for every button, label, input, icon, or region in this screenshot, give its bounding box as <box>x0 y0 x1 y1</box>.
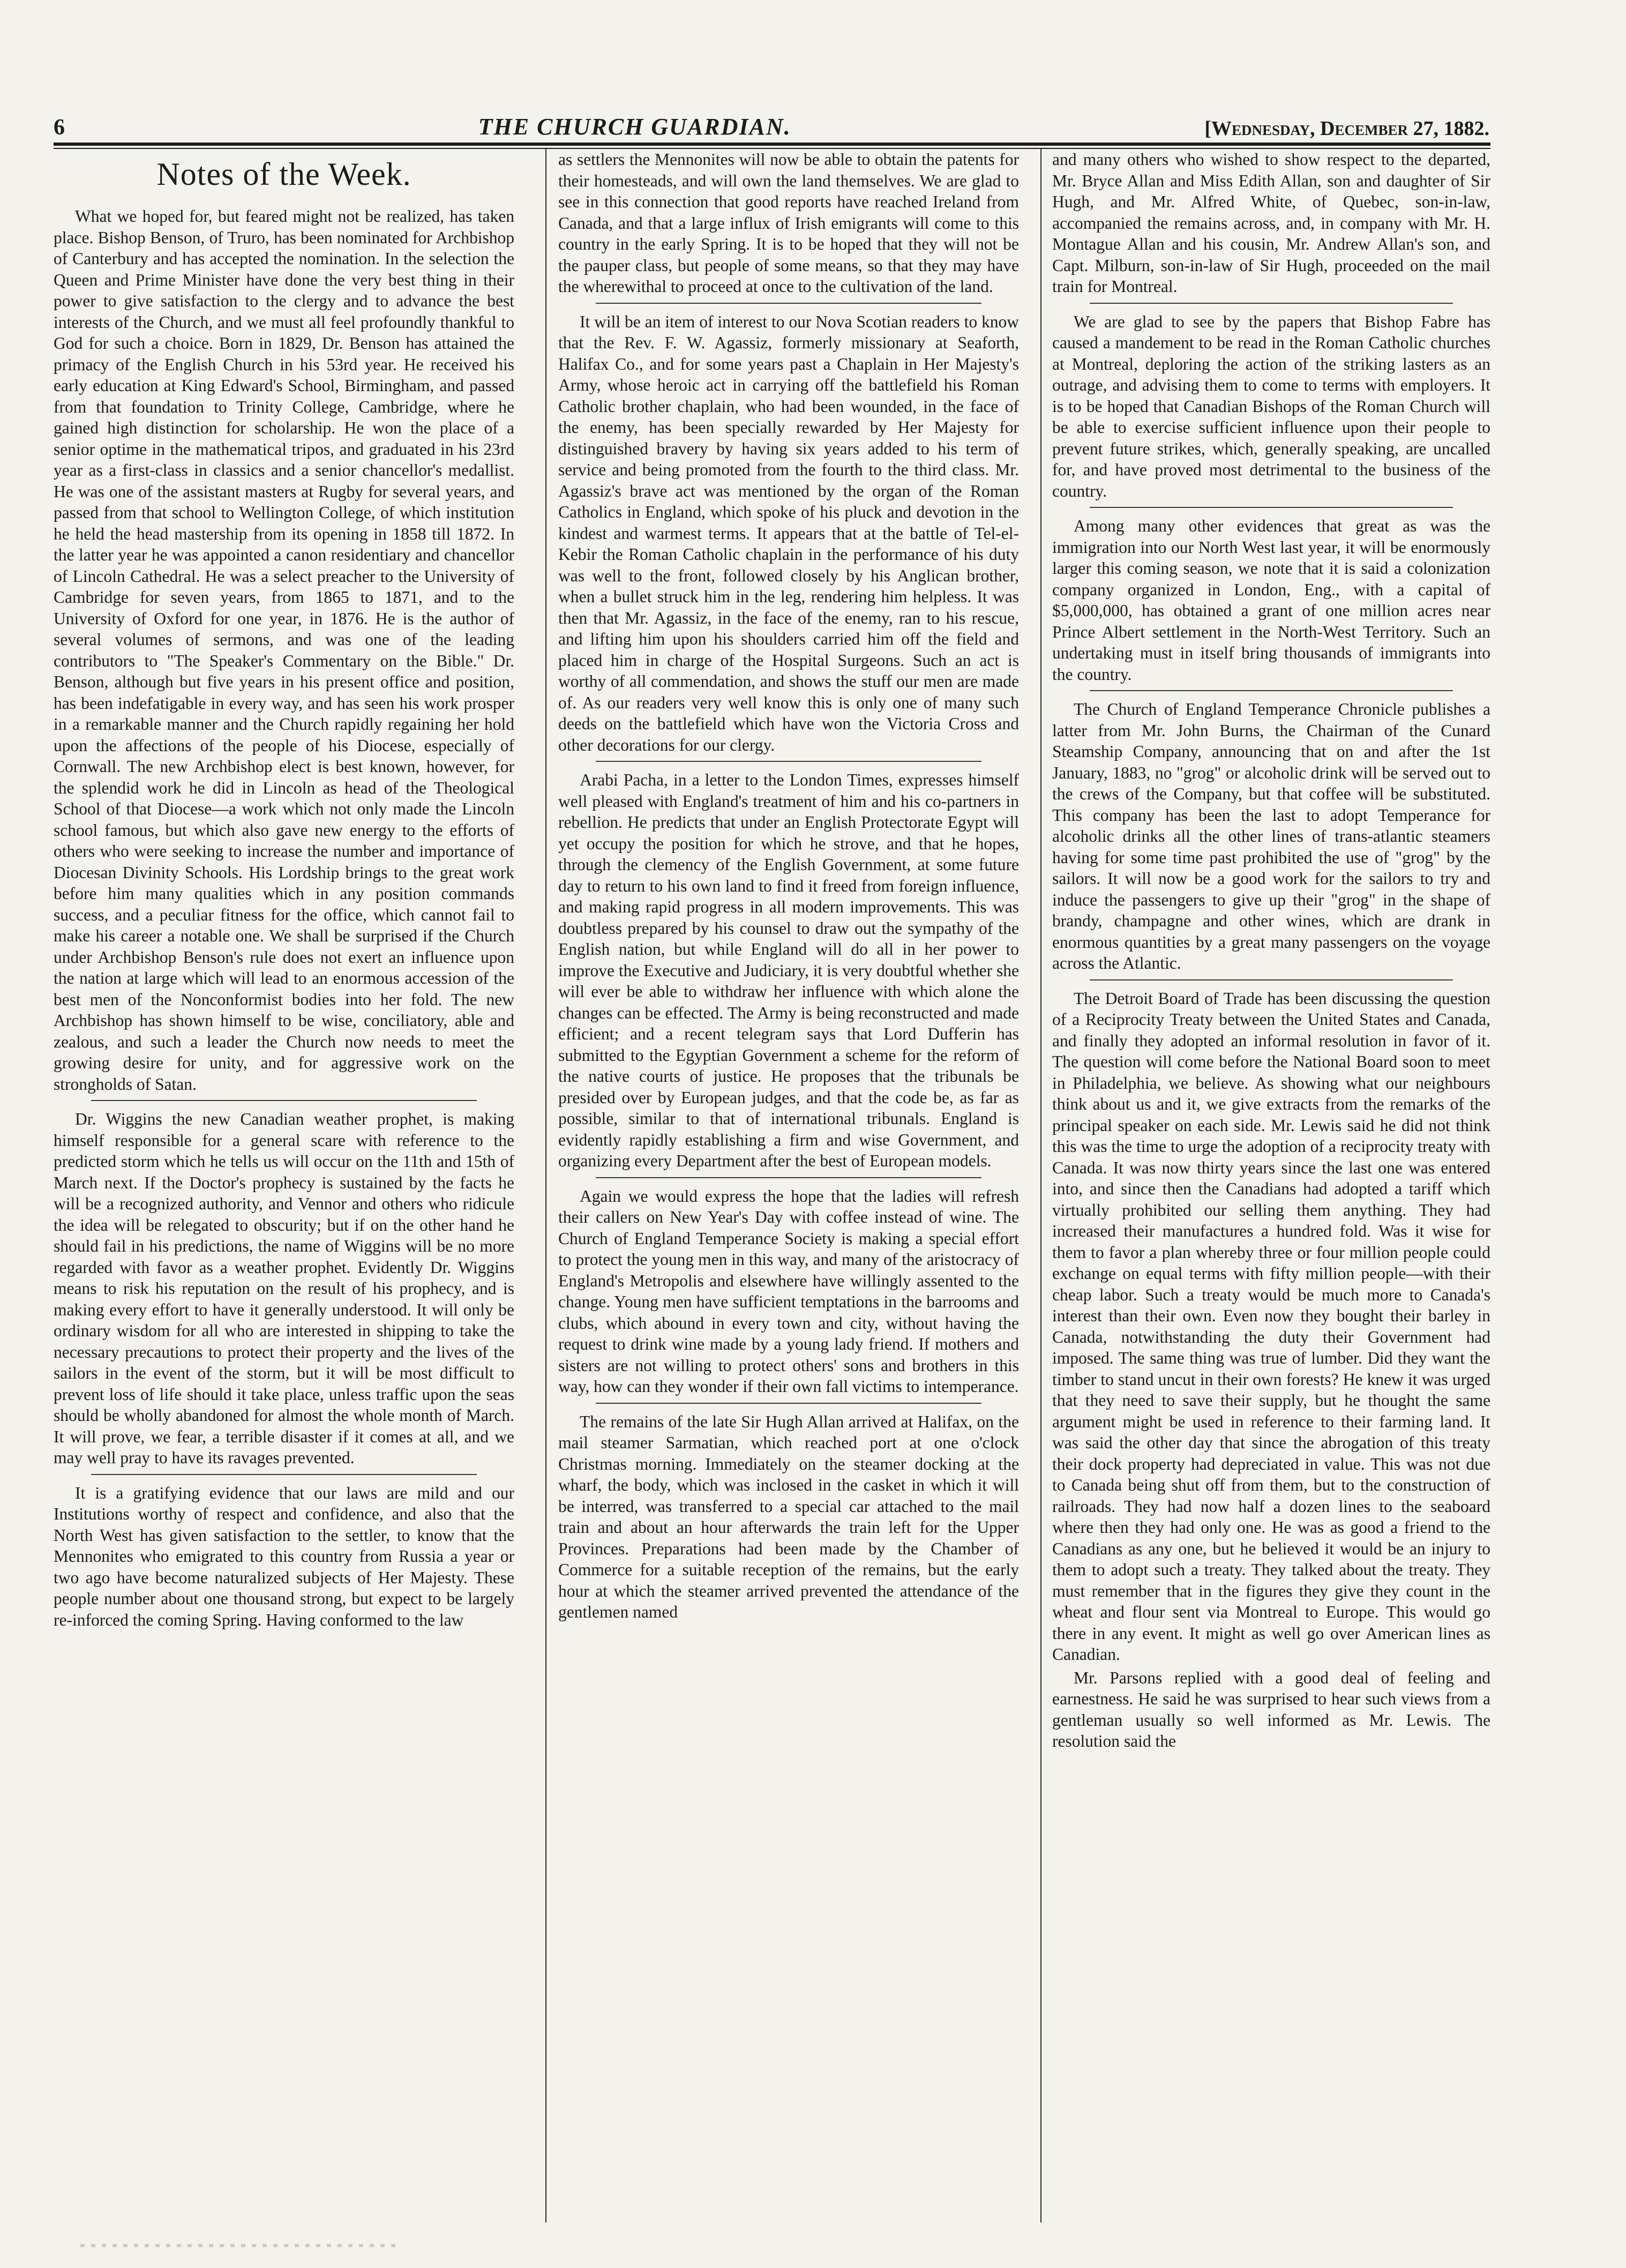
article-paragraph: Again we would express the hope that the ladies will refresh their callers on New Year's Day with coffee instead of wine. The Church of England Temperance Society is making a special effort to protect the young men in this way, and many of the aristocracy of England's Metropolis and elsewhere have willingly assented to the change. Young men have sufficient temptations in the barrooms and clubs, which abound in every town and city, without having the request to drink wine made by a young lady friend. If mothers and sisters are not willing to protect others' sons and brothers in this way, how can they wonder if their own fall victims to intemperance. <box>558 1186 1019 1396</box>
article-paragraph: Mr. Parsons replied with a good deal of feeling and earnestness. He said he was surprised to hear such views from a gentleman usually so well informed as Mr. Lewis. The resolution said the <box>1052 1668 1490 1750</box>
column-1 <box>54 149 514 2222</box>
section-heading: Notes of the Week. <box>156 156 411 192</box>
article-paragraph: as settlers the Mennonites will now be able to obtain the patents for their homesteads, and will own the land themselves. We are glad to see in this connection that good reports have reached Ireland from Canada, and that a large influx of Irish emigrants will come to this country in the early Spring. It is to be hoped that they will not be the pauper class, but people of some means, so that they may have the wherewithal to proceed at once to the cultivation of the land. <box>558 150 1019 296</box>
article-separator <box>1090 690 1453 691</box>
print-smudge <box>80 2244 402 2247</box>
masthead <box>54 102 1489 140</box>
article-separator <box>1090 507 1453 508</box>
article-paragraph: It is a gratifying evidence that our laws are mild and our Institutions worthy of respect and confidence, and also that the North West has given satisfaction to the settler, to know that the Mennonites who emigrated to this country from Russia a year or two ago have become naturalized subjects of Her Majesty. These people number about one thousand strong, but expect to be largely re-inforced the coming Spring. Having conformed to the law <box>54 1483 514 1629</box>
column-3 <box>1052 149 1490 2222</box>
article-separator <box>596 761 981 762</box>
article-paragraph: What we hoped for, but feared might not be realized, has taken place. Bishop Benson, of Truro, has been nominated for Archbishop of Canterbury and has accepted the nomination. In the selection the Queen and Prime Minister have done the very best thing in their power to give satisfaction to the clergy and to advance the best interests of the Church, and we must all feel profoundly thankful to God for such a choice. Born in 1829, Dr. Benson has attained the primacy of the English Church in his 53rd year. He received his early education at King Edward's School, Birmingham, and passed from that foundation to Trinity College, Cambridge, where he gained high distinction for scholarship. He won the place of a senior optime in the mathematical tripos, and graduated in his 23rd year as a first-class in classics and a senior chancellor's medallist. He was one of the assistant masters at Rugby for several years, and passed from that school to Wellington College, of which institution he held the head mastership from its opening in 1858 till 1872. In the latter year he was appointed a canon residentiary and chancellor of Lincoln Cathedral. He was a select preacher to the University of Cambridge for seven years, from 1865 to 1871, and to the University of Oxford for one year, in 1876. He is the author of several volumes of sermons, and was one of the leading contributors to "The Speaker's Commentary on the Bible." Dr. Benson, although but five years in his present office and position, has been indefatigable in every way, and has seen his work prosper in a remarkable manner and the Church rapidly regaining her hold upon the affections of the people of his Diocese, especially of Cornwall. The new Archbishop elect is best known, however, for the splendid work he did in Lincoln as head of the Theological School of that Diocese—a work which not only made the Lincoln school famous, but which also gave new energy to the efforts of others who were seeking to increase the number and importance of Diocesan Divinity Schools. His Lordship brings to the great work before him many qualities which in any position commands success, and a peculiar fitness for the office, which cannot fail to make his career a notable one. We shall be surprised if the Church under Archbishop Benson's rule does not exert an influence upon the nation at large which will lead to an enormous accession of the best men of the Nonconformist bodies into her fold. The new Archbishop has shown himself to be wise, conciliatory, able and zealous, and such a leader the Church now needs to meet the growing desire for unity, and for aggressive work on the strongholds of Satan. <box>54 207 514 1094</box>
issue-date: [Wednesday, December 27, 1882. <box>1204 117 1489 140</box>
column-divider <box>545 149 546 2222</box>
article-paragraph: We are glad to see by the papers that Bishop Fabre has caused a mandement to be read in the Roman Catholic churches at Montreal, deploring the action of the striking lasters as an outrage, and advising them to come to terms with employers. It is to be hoped that Canadian Bishops of the Roman Church will be able to exercise sufficient influence upon their people to prevent future strikes, which, generally speaking, are uncalled for, and have proved most detrimental to the business of the country. <box>1052 312 1490 500</box>
article-paragraph: Dr. Wiggins the new Canadian weather prophet, is making himself responsible for a general scare with reference to the predicted storm which he tells us will occur on the 11th and 15th of March next. If the Doctor's prophecy is sustained by the facts he will be a recognized authority, and Vennor and others who ridicule the idea will be relegated to obscurity; but if on the other hand he should fail in his predictions, the name of Wiggins will be no more regarded with favor as a weather prophet. Evidently Dr. Wiggins means to risk his reputation on the result of his prophecy, and is making every effort to have it generally understood. It will only be ordinary wisdom for all who are interested in shipping to take the necessary precautions to protect their property and the lives of the sailors in the event of the storm, but it will be most difficult to prevent loss of life should it take place, unless traffic upon the seas should be wholly abandoned for almost the whole month of March. It will prove, we fear, a terrible disaster if it comes at all, and we may well pray to have its ravages prevented. <box>54 1110 514 1467</box>
article-separator <box>1090 979 1453 980</box>
article-separator <box>1090 303 1453 304</box>
article-separator <box>91 1474 477 1475</box>
article-paragraph: Among many other evidences that great as was the immigration into our North West last year, it will be enormously larger this coming season, we note that it is said a colonization company organized in London, Eng., with a capital of $5,000,000, has obtained a grant of one million acres near Prince Albert settlement in the North-West Territory. Such an undertaking must in itself bring thousands of immigrants into the country. <box>1052 517 1490 684</box>
article-paragraph: The Detroit Board of Trade has been discussing the question of a Reciprocity Treaty between the United States and Canada, and finally they adopted an informal resolution in favor of it. The question will come before the National Board soon to meet in Philadelphia, we believe. As showing what our neighbours think about us and it, we give extracts from the remarks of the principal speaker on each side. Mr. Lewis said he did not think this was the time to urge the adoption of a reciprocity treaty with Canada. It was now thirty years since the last one was entered into, and since then the Canadians had adopted a tariff which virtually prohibited our selling them anything. They had increased their manufactures a hundred fold. Was it wise for them to favor a plan whereby three or four million people could exchange on equal terms with fifty million people—with their cheap labor. Such a treaty would be much more to Canada's interest than their own. Even now they bought their barley in Canada, notwithstanding the duty their Government had imposed. The same thing was true of lumber. Did they want the timber to stand uncut in their own forests? He knew it was urged that they need to save their supply, but he thought the same argument might be used in reference to their farming land. It was said the other day that since the abrogation of this treaty their dock property had depreciated in value. This was not due to Canada being shut off from them, but to the construction of railroads. They had now half a dozen lines to the seaboard where then they had only one. He was as good a friend to the Canadians as any one, but he believed it would be an injury to them to adopt such a treaty. They talked about the treaty. They must remember that in the figures they give they count in the wheat and flour sent via Montreal to Europe. This would go there in any event. It might as well go over American lines as Canadian. <box>1052 989 1490 1664</box>
article-separator <box>596 1177 981 1178</box>
column-2 <box>558 149 1019 2222</box>
article-paragraph: Arabi Pacha, in a letter to the London Times, expresses himself well pleased with England's treatment of him and his co-partners in rebellion. He predicts that under an English Protectorate Egypt will yet occupy the position for which he strove, and that he hopes, through the clemency of the English Government, at some future day to return to his own land to find it freed from foreign influence, and making rapid progress in all modern improvements. This was doubtless prepared by his counsel to draw out the sympathy of the English nation, but while England will do all in her power to improve the Executive and Judiciary, it is very doubtful whether she will ever be able to withdraw her influence with which alone the changes can be effected. The Army is being reconstructed and made efficient; and a recent telegram says that Lord Dufferin has submitted to the Egyptian Government a scheme for the reform of the native courts of justice. He proposes that the tribunals be presided over by European judges, and that the code be, as far as possible, similar to that of international tribunals. England is evidently rapidly establishing a firm and wise Government, and organizing every Department after the best of European models. <box>558 770 1019 1170</box>
page-number: 6 <box>54 115 65 140</box>
article-paragraph: It will be an item of interest to our Nova Scotian readers to know that the Rev. F. W. Agassiz, formerly missionary at Seaforth, Halifax Co., and for some years past a Chaplain in Her Majesty's Army, whose heroic act in carrying off the battlefield his Roman Catholic brother chaplain, who had been wounded, in the face of the enemy, has been specially rewarded by Her Majesty for distinguished bravery by having six years added to his term of service and being promoted from the fourth to the third class. Mr. Agassiz's brave act was mentioned by the organ of the Roman Catholics in England, which spoke of his pluck and devotion in the kindest and warmest terms. It appears that at the battle of Tel-el-Kebir the Roman Catholic chaplain in the performance of his duty was well to the front, followed closely by his Anglican brother, when a bullet struck him in the leg, rendering him helpless. It was then that Mr. Agassiz, in the face of the enemy, ran to his rescue, and lifting him upon his shoulders carried him off the field and placed him in charge of the Hospital Surgeons. Such an act is worthy of all commendation, and shows the stuff our men are made of. As our readers very well know this is only one of many such deeds on the battlefield which have won the Victoria Cross and other decorations for our clergy. <box>558 312 1019 754</box>
article-separator <box>596 303 981 304</box>
article-separator <box>91 1100 477 1101</box>
article-paragraph: and many others who wished to show respect to the departed, Mr. Bryce Allan and Miss Edith Allan, son and daughter of Sir Hugh, and Mr. Alfred White, of Quebec, son-in-law, accompanied the remains across, and, in company with Mr. H. Montague Allan and his cousin, Mr. Andrew Allan's son, and Capt. Milburn, son-in-law of Sir Hugh, proceeded on the mail train for Montreal. <box>1052 150 1490 296</box>
header-rule <box>54 143 1490 146</box>
column-divider <box>1040 149 1041 2222</box>
publication-title: THE CHURCH GUARDIAN. <box>478 114 791 140</box>
article-paragraph: The Church of England Temperance Chronicle publishes a latter from Mr. John Burns, the Chairman of the Cunard Steamship Company, announcing that on and after the 1st January, 1883, no "grog" or alcoholic drink will be served out to the crews of the Company, but that coffee will be substituted. This company has been the last to adopt Temperance for alcoholic drinks all the other lines of trans-atlantic steamers having for some time past prohibited the use of "grog" by the sailors. It will now be a good work for the sailors to try and induce the passengers to give up their "grog" in the shape of brandy, champagne and other wines, which are drank in enormous quantities by a great many passengers on the voyage across the Atlantic. <box>1052 700 1490 972</box>
article-separator <box>596 1403 981 1404</box>
article-paragraph: The remains of the late Sir Hugh Allan arrived at Halifax, on the mail steamer Sarmatian, which reached port at one o'clock Christmas morning. Immediately on the steamer docking at the wharf, the body, which was inclosed in the casket in which it will be interred, was transferred to a special car attached to the mail train and about an hour afterwards the train left for the Upper Provinces. Preparations had been made by the Chamber of Commerce for a suitable reception of the remains, but the early hour at which the steamer arrived prevented the attendance of the gentlemen named <box>558 1412 1019 1621</box>
